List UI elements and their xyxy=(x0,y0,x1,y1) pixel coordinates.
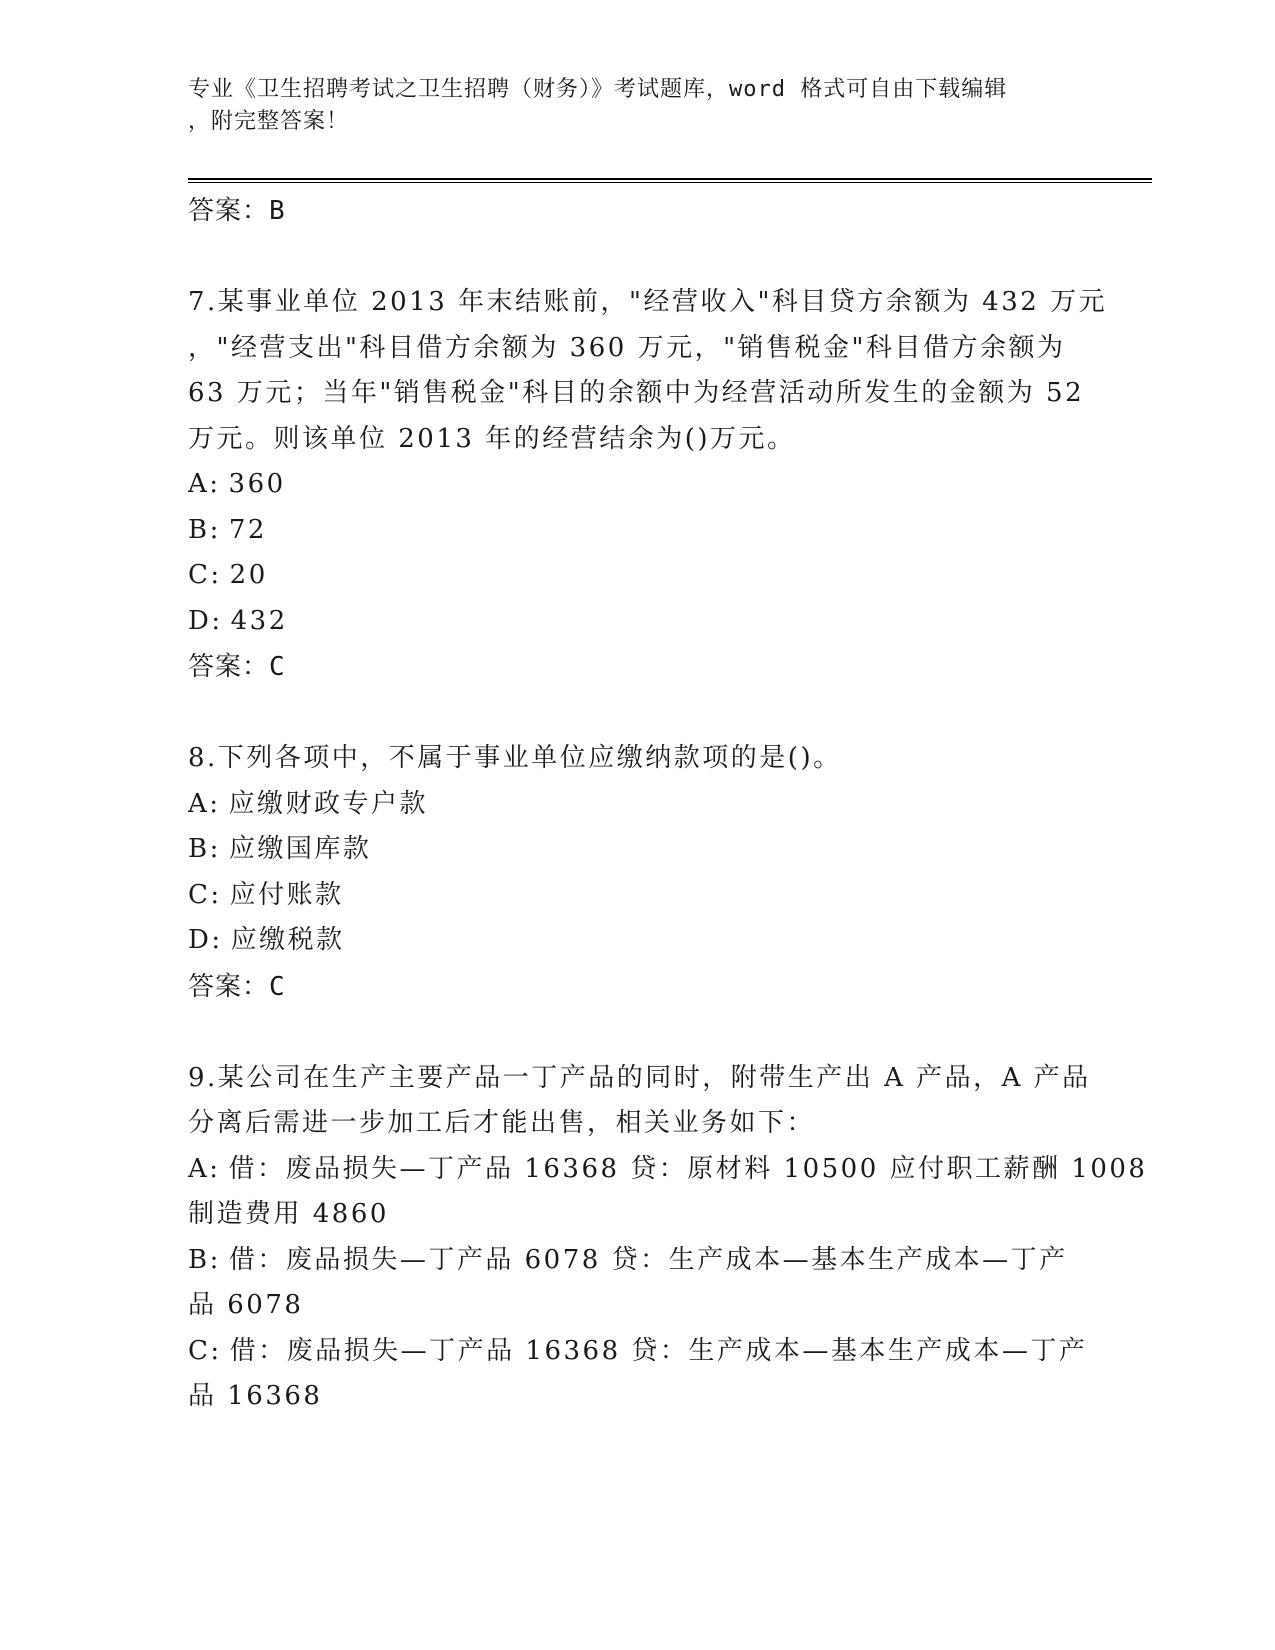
option-label: B: xyxy=(188,834,221,864)
option-d xyxy=(188,918,1088,964)
option-label: A: xyxy=(188,1153,221,1184)
option-a xyxy=(188,1147,1148,1193)
question-text-line: 万元。则该单位 2013 年的经营结余为()万元。 xyxy=(188,423,796,454)
option-a xyxy=(188,782,1088,828)
option-label: A: xyxy=(188,469,221,499)
spacer xyxy=(188,234,1088,280)
spacer xyxy=(188,1010,1088,1056)
document-body xyxy=(188,188,1148,1420)
header-divider xyxy=(188,178,1152,183)
question-8 xyxy=(188,736,1088,1010)
option-c xyxy=(188,1329,1088,1375)
answer: 答案：C xyxy=(188,652,286,682)
option-value: 360 xyxy=(228,469,286,499)
option-label: B: xyxy=(188,514,221,545)
page-header xyxy=(188,74,1088,138)
option-value: 20 xyxy=(229,560,268,590)
spacer xyxy=(188,690,1088,736)
option-label: D: xyxy=(188,605,223,636)
option-value: 应付账款 xyxy=(229,879,344,910)
header-line-1: 专业《卫生招聘考试之卫生招聘（财务）》考试题库，word 格式可自由下载编辑 xyxy=(188,77,1008,102)
option-value: 432 xyxy=(230,605,288,636)
option-label: C: xyxy=(188,1335,222,1366)
option-a xyxy=(188,462,1088,508)
option-b xyxy=(188,508,1088,554)
question-9 xyxy=(188,1056,1148,1420)
answer: 答案：C xyxy=(188,971,286,1002)
question-text-line: 9.某公司在生产主要产品一丁产品的同时，附带生产出 A 产品，A 产品 xyxy=(188,1062,1091,1093)
option-value: 72 xyxy=(228,514,267,545)
option-value: 借：废品损失—丁产品 16368 贷：原材料 10500 应付职工薪酬 1008 xyxy=(228,1153,1148,1184)
question-7 xyxy=(188,280,1108,690)
question-text-line: 分离后需进一步加工后才能出售，相关业务如下： xyxy=(188,1108,816,1138)
option-label: C: xyxy=(188,879,222,910)
question-text-line: ，"经营支出"科目借方余额为 360 万元，"销售税金"科目借方余额为 xyxy=(188,332,1066,363)
option-continuation: 品 16368 xyxy=(188,1381,323,1411)
option-value: 应缴国库款 xyxy=(228,834,372,864)
question-text-line: 8.下列各项中，不属于事业单位应缴纳款项的是()。 xyxy=(188,743,842,773)
option-continuation: 制造费用 4860 xyxy=(188,1199,389,1229)
option-value: 借：废品损失—丁产品 16368 贷：生产成本—基本生产成本—丁产 xyxy=(229,1335,1088,1366)
option-c xyxy=(188,873,1088,919)
question-text-line: 7.某事业单位 2013 年末结账前，"经营收入"科目贷方余额为 432 万元 xyxy=(188,287,1108,317)
option-label: C: xyxy=(188,560,222,590)
option-b xyxy=(188,827,1088,873)
header-line-2: ，附完整答案！ xyxy=(188,109,350,134)
option-label: D: xyxy=(188,925,223,955)
previous-answer: 答案：B xyxy=(188,196,286,226)
option-b xyxy=(188,1238,1088,1284)
option-label: B: xyxy=(188,1244,221,1275)
option-value: 借：废品损失—丁产品 6078 贷：生产成本—基本生产成本—丁产 xyxy=(228,1244,1068,1275)
option-value: 应缴税款 xyxy=(230,925,345,955)
option-d xyxy=(188,599,1088,645)
option-value: 应缴财政专户款 xyxy=(228,788,429,819)
option-continuation: 品 6078 xyxy=(188,1290,304,1320)
option-label: A: xyxy=(188,788,221,819)
question-text-line: 63 万元；当年"销售税金"科目的余额中为经营活动所发生的金额为 52 xyxy=(188,378,1085,408)
option-c xyxy=(188,553,1088,599)
